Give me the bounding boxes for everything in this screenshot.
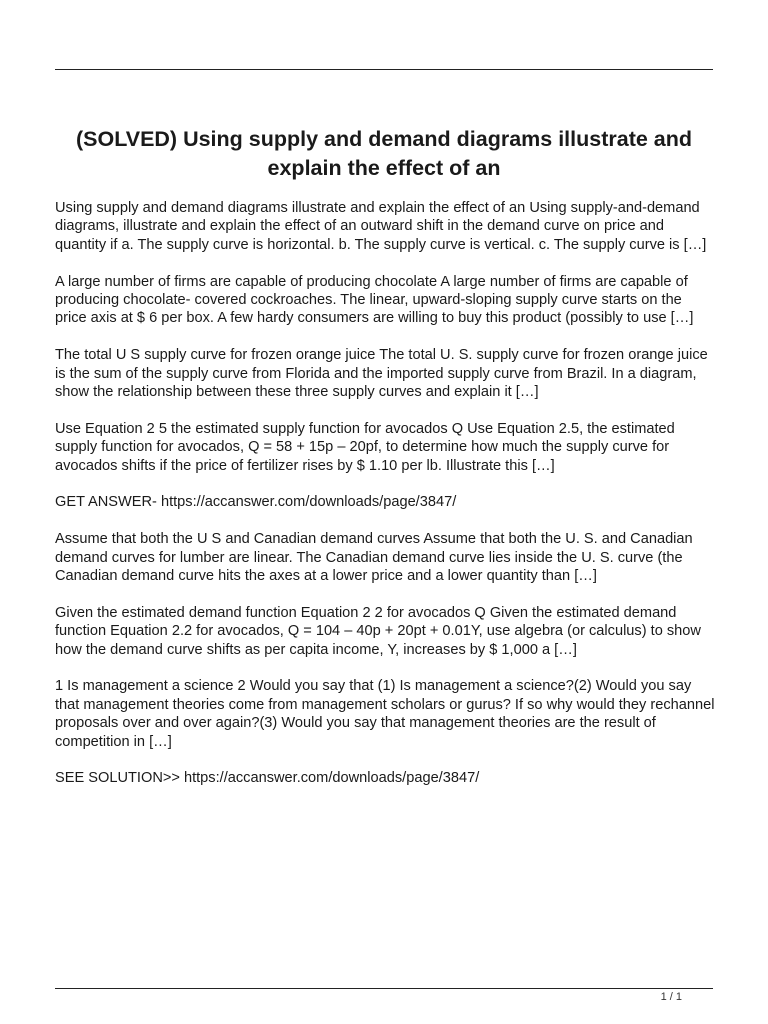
- paragraph-orange-juice: The total U S supply curve for frozen orange juice The total U. S. supply curve for frozen orange juice is the sum of the supply curve from Florida and the imported supply curve from Brazil. In a diagram, show the relationship between these three supply curves and explain it […]: [55, 347, 708, 401]
- paragraph-supply-demand-diagrams: Using supply and demand diagrams illustrate and explain the effect of an Using supply-and-demand diagrams, illustrate and explain the effect of an outward shift in the demand curve on price and quantity if a. The supply curve is horizontal. b. The supply curve is vertical. c. The supply curve is […]: [55, 200, 707, 253]
- paragraph-avocado-supply: Use Equation 2 5 the estimated supply function for avocados Q Use Equation 2.5, the estimated supply function for avocados, Q = 58 + 15p – 20pf, to determine how much the supply curve for avocados shifts if the price of fertilizer rises by $ 1.10 per lb. Illustrate this […]: [55, 420, 675, 474]
- paragraph-lumber-demand: Assume that both the U S and Canadian demand curves Assume that both the U. S. and Canadian demand curves for lumber are linear. The Canadian demand curve lies inside the U. S. curve (the Canadian demand curve hits the axes at a lower price and a lower quantity than […]: [55, 531, 693, 585]
- get-answer-link[interactable]: GET ANSWER- https://accanswer.com/downloads/page/3847/: [55, 494, 457, 511]
- document-body: [55, 199, 716, 806]
- page-number: 1 / 1: [660, 991, 682, 1003]
- header-divider: [55, 69, 713, 70]
- paragraph-management-science: 1 Is management a science 2 Would you say that (1) Is management a science?(2) Would you say that management theories come from management scholars or gurus? If so why would they rechannel proposals over and over again?(3) Would you say that management theories are the result of competition in […]: [55, 678, 715, 750]
- footer-divider: [55, 988, 713, 989]
- paragraph-chocolate-firms: A large number of firms are capable of producing chocolate A large number of firms are capable of producing chocolate- covered cockroaches. The linear, upward-sloping supply curve starts on the price axis at $ 6 per box. A few hardy consumers are willing to buy this product (possibly to use […]: [55, 273, 694, 327]
- see-solution-link[interactable]: SEE SOLUTION>> https://accanswer.com/downloads/page/3847/: [55, 770, 480, 787]
- paragraph-avocado-demand: Given the estimated demand function Equation 2 2 for avocados Q Given the estimated demand function Equation 2.2 for avocados, Q = 104 – 40p + 20pt + 0.01Y, use algebra (or calculus) to show how the demand curve shifts as per capita income, Y, increases by $ 1,000 a […]: [55, 604, 701, 658]
- page-title: (SOLVED) Using supply and demand diagrams illustrate and explain the effect of an: [75, 127, 693, 180]
